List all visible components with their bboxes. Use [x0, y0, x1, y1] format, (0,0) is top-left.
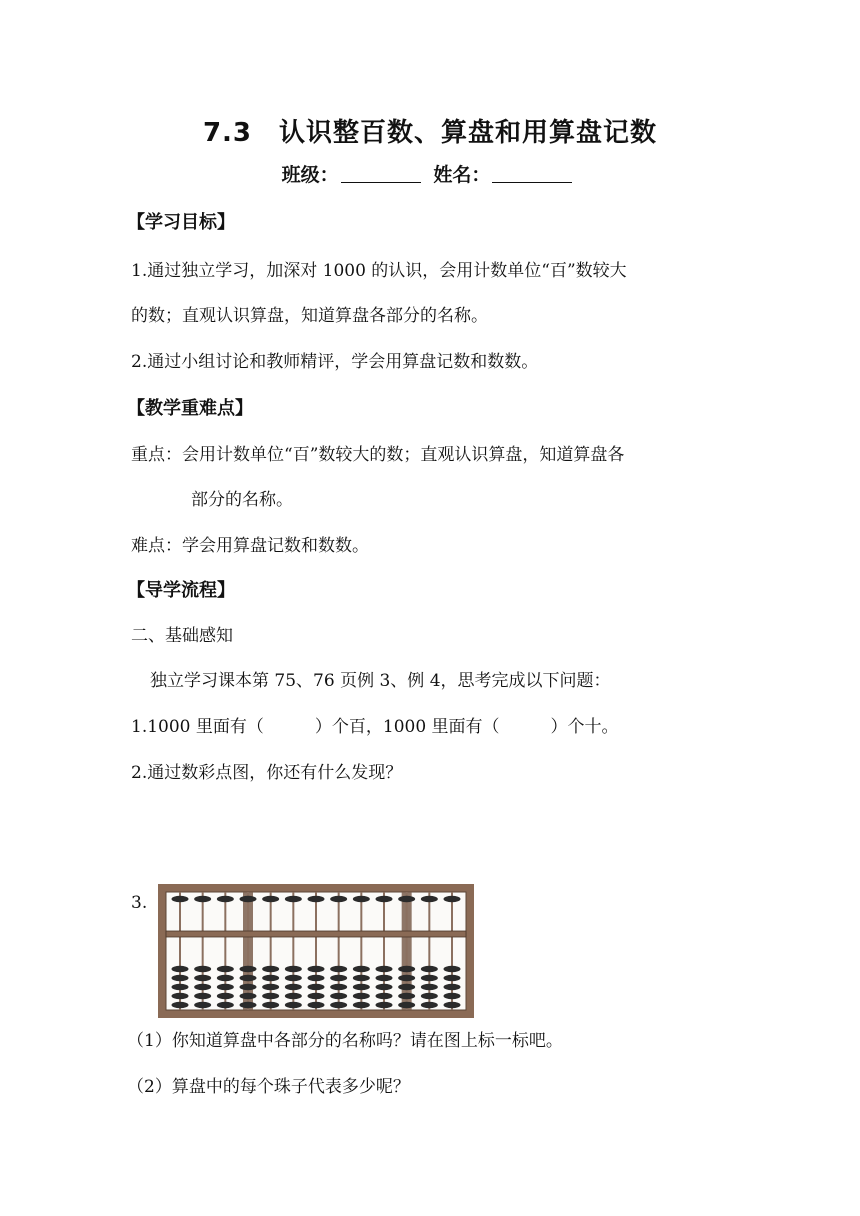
difficulty-point: 难点：学会用算盘记数和数数。 [131, 536, 369, 556]
abacus-lower-bead [330, 984, 347, 991]
abacus-lower-bead [330, 1002, 347, 1009]
abacus-lower-bead [376, 1002, 393, 1009]
abacus-lower-bead [194, 966, 211, 973]
abacus-upper-bead [240, 896, 257, 903]
question-3-number: 3. [131, 893, 148, 913]
abacus-lower-bead [398, 975, 415, 982]
abacus-lower-bead [376, 993, 393, 1000]
abacus-lower-bead [398, 1002, 415, 1009]
intro-text: 独立学习课本第 75、76 页例 3、例 4，思考完成以下问题： [150, 671, 611, 691]
abacus-lower-bead [217, 966, 234, 973]
abacus-beam [166, 931, 466, 937]
abacus-lower-bead [172, 993, 189, 1000]
abacus-lower-bead [194, 975, 211, 982]
abacus-lower-bead [172, 984, 189, 991]
question-1: 1.1000 里面有（ ）个百，1000 里面有（ ）个十。 [131, 717, 619, 737]
abacus-lower-bead [262, 975, 279, 982]
abacus-lower-bead [172, 966, 189, 973]
abacus-upper-bead [308, 896, 325, 903]
abacus-lower-bead [285, 966, 302, 973]
abacus-lower-bead [353, 975, 370, 982]
name-blank[interactable] [492, 164, 572, 183]
abacus-lower-bead [262, 993, 279, 1000]
abacus-lower-bead [398, 993, 415, 1000]
abacus-lower-bead [172, 1002, 189, 1009]
key-point-line-1: 重点：会用计数单位“百”数较大的数；直观认识算盘，知道算盘各 [131, 445, 625, 465]
abacus-lower-bead [285, 1002, 302, 1009]
abacus-lower-bead [308, 975, 325, 982]
abacus-upper-bead [217, 896, 234, 903]
goal-1-line-1: 1.通过独立学习，加深对 1000 的认识，会用计数单位“百”数较大 [131, 261, 627, 281]
class-label: 班级： [281, 164, 339, 186]
question-3-sub-1: （1）你知道算盘中各部分的名称吗？请在图上标一标吧。 [127, 1031, 563, 1051]
abacus-lower-bead [444, 993, 461, 1000]
abacus-lower-bead [444, 966, 461, 973]
abacus-upper-bead [421, 896, 438, 903]
key-point-line-2: 部分的名称。 [191, 490, 293, 510]
question-2: 2.通过数彩点图，你还有什么发现？ [131, 763, 403, 783]
abacus-lower-bead [194, 984, 211, 991]
abacus-lower-bead [240, 975, 257, 982]
abacus-upper-bead [376, 896, 393, 903]
class-name-line [0, 160, 860, 187]
abacus-lower-bead [240, 966, 257, 973]
abacus-upper-bead [398, 896, 415, 903]
abacus-lower-bead [421, 1002, 438, 1009]
goals-heading: 【学习目标】 [127, 212, 235, 233]
abacus-lower-bead [444, 975, 461, 982]
abacus-upper-bead [353, 896, 370, 903]
abacus-lower-bead [330, 993, 347, 1000]
abacus-lower-bead [217, 1002, 234, 1009]
abacus-lower-bead [194, 993, 211, 1000]
abacus-lower-bead [308, 1002, 325, 1009]
goal-2: 2.通过小组讨论和教师精评，学会用算盘记数和数数。 [131, 352, 539, 372]
abacus-lower-bead [421, 966, 438, 973]
abacus-lower-bead [330, 966, 347, 973]
abacus-lower-bead [262, 966, 279, 973]
abacus-lower-bead [421, 984, 438, 991]
abacus-lower-bead [353, 993, 370, 1000]
abacus-lower-bead [330, 975, 347, 982]
abacus-lower-bead [421, 975, 438, 982]
flow-heading: 【导学流程】 [127, 580, 235, 601]
abacus-lower-bead [285, 993, 302, 1000]
abacus-upper-bead [172, 896, 189, 903]
abacus-lower-bead [444, 984, 461, 991]
abacus-lower-bead [308, 984, 325, 991]
abacus-lower-bead [308, 966, 325, 973]
abacus-lower-bead [398, 966, 415, 973]
abacus-upper-bead [262, 896, 279, 903]
question-3-sub-2: （2）算盘中的每个珠子代表多少呢？ [127, 1077, 410, 1097]
abacus-lower-bead [285, 984, 302, 991]
abacus-lower-bead [240, 984, 257, 991]
abacus-lower-bead [376, 975, 393, 982]
abacus-lower-bead [285, 975, 302, 982]
abacus-lower-bead [308, 993, 325, 1000]
abacus-lower-bead [172, 975, 189, 982]
abacus-lower-bead [240, 1002, 257, 1009]
abacus-image [158, 884, 474, 1018]
page-title: 7.3 认识整百数、算盘和用算盘记数 [202, 118, 658, 148]
abacus-lower-bead [398, 984, 415, 991]
section-title: 二、基础感知 [131, 626, 233, 646]
abacus-upper-bead [330, 896, 347, 903]
abacus-lower-bead [262, 1002, 279, 1009]
abacus-lower-bead [376, 984, 393, 991]
abacus-upper-bead [444, 896, 461, 903]
name-label: 姓名： [433, 164, 491, 186]
abacus-lower-bead [194, 1002, 211, 1009]
abacus-lower-bead [444, 1002, 461, 1009]
abacus-lower-bead [376, 966, 393, 973]
abacus-lower-bead [217, 993, 234, 1000]
abacus-lower-bead [421, 993, 438, 1000]
abacus-lower-bead [240, 993, 257, 1000]
abacus-upper-bead [285, 896, 302, 903]
abacus-lower-bead [217, 975, 234, 982]
abacus-figure [158, 884, 474, 1018]
abacus-lower-bead [353, 1002, 370, 1009]
abacus-lower-bead [217, 984, 234, 991]
goal-1-line-2: 的数；直观认识算盘，知道算盘各部分的名称。 [131, 306, 488, 326]
abacus-upper-bead [194, 896, 211, 903]
key-points-heading: 【教学重难点】 [127, 398, 253, 419]
abacus-lower-bead [262, 984, 279, 991]
abacus-lower-bead [353, 966, 370, 973]
class-blank[interactable] [341, 164, 421, 183]
abacus-lower-bead [353, 984, 370, 991]
